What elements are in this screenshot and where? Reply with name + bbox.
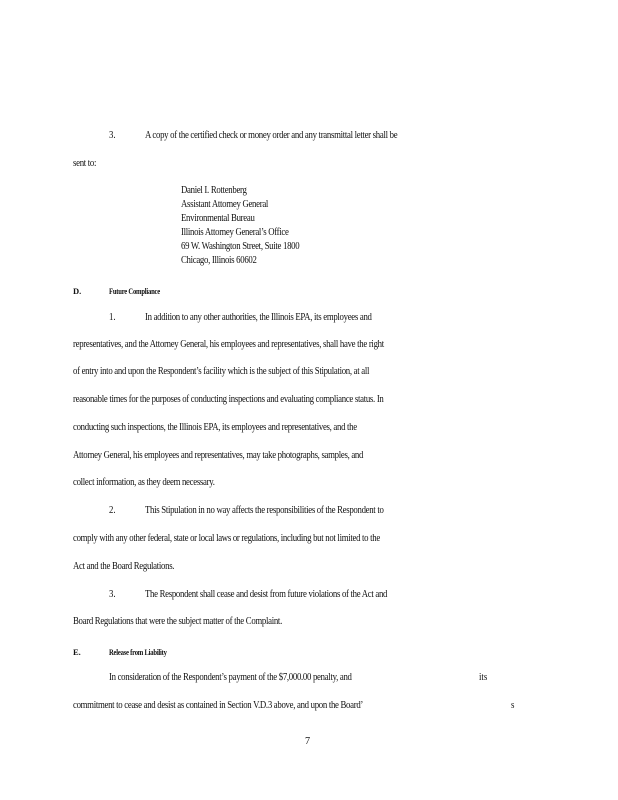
paragraph-line: commitment to cease and desist as contained in Section V.D.3 above, and upon the Board’ — [73, 700, 364, 711]
paragraph-line: collect information, as they deem necessary. — [73, 477, 215, 488]
address-line: 69 W. Washington Street, Suite 1800 — [181, 241, 300, 252]
section-title: Release from Liability — [109, 647, 167, 657]
paragraph-line: Act and the Board Regulations. — [73, 561, 175, 572]
section-letter: D. — [73, 286, 82, 296]
paragraph-line: reasonable times for the purposes of conducting inspections and evaluating compliance status. In — [73, 394, 384, 405]
paragraph-line: In consideration of the Respondent’s payment of the $7,000.00 penalty, and — [109, 672, 352, 683]
paragraph-line: of entry into and upon the Respondent’s facility which is the subject of this Stipulation, at all — [73, 366, 370, 377]
page-number: 7 — [305, 736, 311, 747]
paragraph-line: In addition to any other authorities, the Illinois EPA, its employees and — [145, 312, 372, 323]
address-line: Assistant Attorney General — [181, 199, 269, 210]
section-letter: E. — [73, 647, 81, 657]
paragraph-line: A copy of the certified check or money order and any transmittal letter shall be — [145, 130, 398, 141]
paragraph-word: s — [511, 700, 515, 711]
paragraph-line: The Respondent shall cease and desist from future violations of the Act and — [145, 589, 388, 600]
item-number: 3. — [109, 130, 116, 141]
section-title: Future Compliance — [109, 286, 160, 296]
item-number: 2. — [109, 505, 116, 516]
paragraph-word: its — [479, 672, 488, 683]
paragraph-line: comply with any other federal, state or local laws or regulations, including but not limited to the — [73, 533, 380, 544]
address-line: Illinois Attorney General’s Office — [181, 227, 289, 238]
item-number: 3. — [109, 589, 116, 600]
item-number: 1. — [109, 312, 116, 323]
paragraph-line: sent to: — [73, 158, 97, 169]
address-line: Chicago, Illinois 60602 — [181, 255, 257, 266]
paragraph-line: This Stipulation in no way affects the responsibilities of the Respondent to — [145, 505, 384, 516]
address-line: Environmental Bureau — [181, 213, 255, 224]
paragraph-line: representatives, and the Attorney General, his employees and representatives, shall have the right — [73, 339, 384, 350]
paragraph-line: conducting such inspections, the Illinois EPA, its employees and representatives, and the — [73, 422, 357, 433]
paragraph-line: Board Regulations that were the subject matter of the Complaint. — [73, 616, 282, 627]
paragraph-line: Attorney General, his employees and representatives, may take photographs, samples, and — [73, 450, 364, 461]
address-line: Daniel I. Rottenberg — [181, 185, 247, 196]
